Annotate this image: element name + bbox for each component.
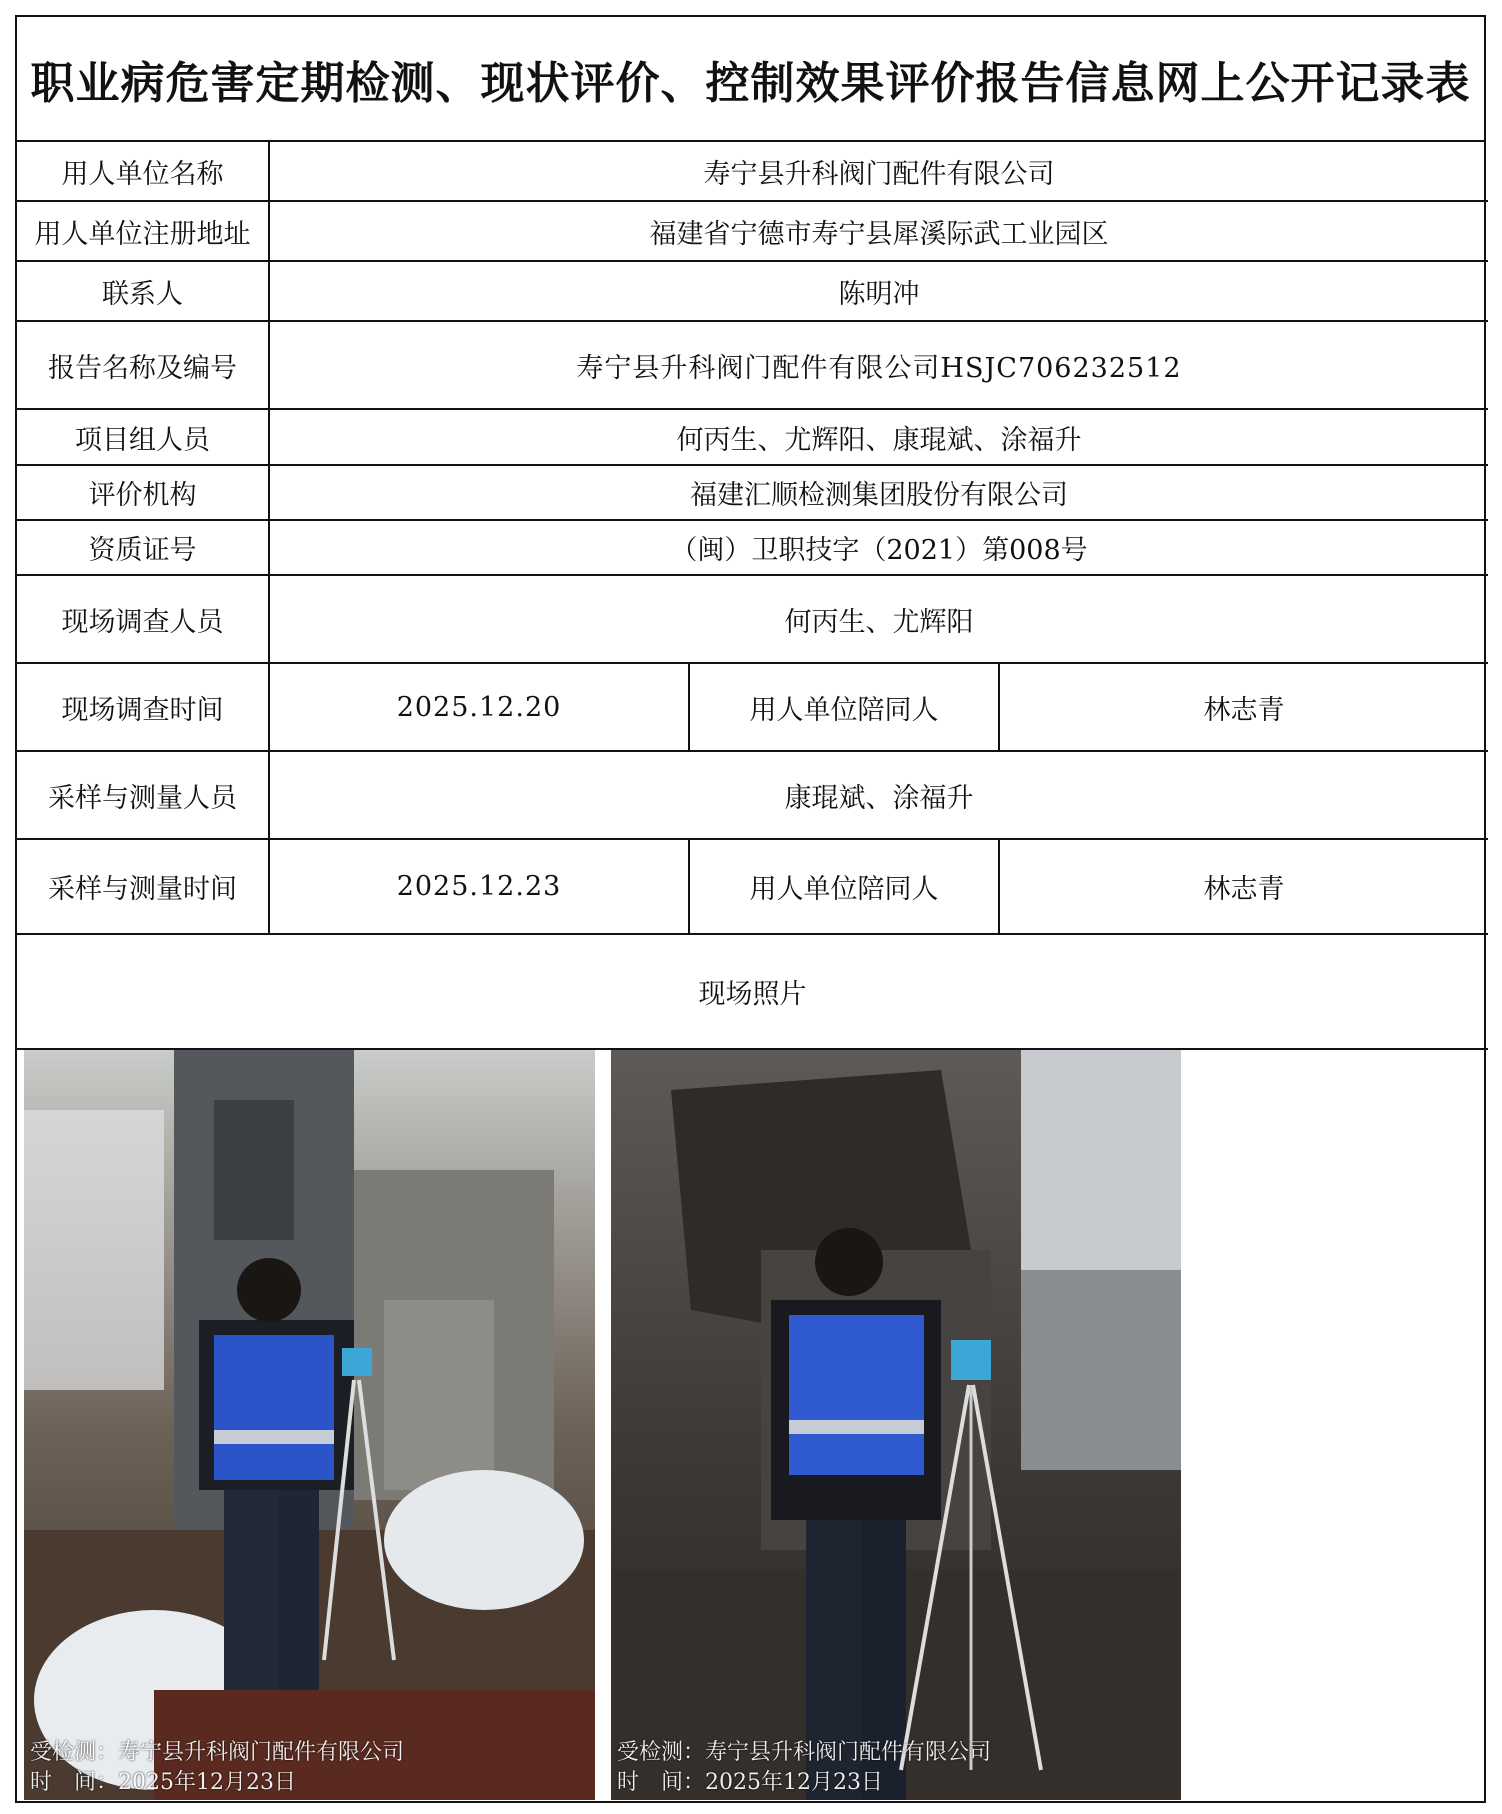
employer-name-label: 用人单位名称 [17,142,270,202]
sampling-staff-label: 采样与测量人员 [17,752,270,840]
photos-label: 现场照片 [17,935,1488,1050]
site-photo-2-image [611,1050,1181,1800]
photo-2-caption-subject: 受检测：寿宁县升科阀门配件有限公司 [617,1740,992,1765]
agency-label: 评价机构 [17,466,270,521]
survey-time-value: 2025.12.20 [270,664,690,752]
sampling-escort-value: 林志青 [1000,840,1488,935]
survey-time-label: 现场调查时间 [17,664,270,752]
sampling-escort-label: 用人单位陪同人 [690,840,1000,935]
employer-name-value: 寿宁县升科阀门配件有限公司 [270,142,1488,202]
survey-staff-value: 何丙生、尤辉阳 [270,576,1488,664]
survey-staff-label: 现场调查人员 [17,576,270,664]
employer-address-label: 用人单位注册地址 [17,202,270,262]
sampling-staff-value: 康琨斌、涂福升 [270,752,1488,840]
report-value: 寿宁县升科阀门配件有限公司HSJC706232512 [270,322,1488,410]
employer-address-value: 福建省宁德市寿宁县犀溪际武工业园区 [270,202,1488,262]
photo-1-caption-time: 时 间：2025年12月23日 [30,1770,296,1795]
sampling-time-value: 2025.12.23 [270,840,690,935]
contact-label: 联系人 [17,262,270,322]
survey-escort-value: 林志青 [1000,664,1488,752]
agency-value: 福建汇顺检测集团股份有限公司 [270,466,1488,521]
photo-1-caption-subject: 受检测：寿宁县升科阀门配件有限公司 [30,1740,405,1765]
survey-escort-label: 用人单位陪同人 [690,664,1000,752]
photo-1-caption [30,1738,404,1798]
team-label: 项目组人员 [17,410,270,466]
site-photo-2 [611,1050,1181,1800]
record-table [15,15,1486,1803]
certificate-label: 资质证号 [17,521,270,576]
site-photo-1 [24,1050,595,1800]
site-photo-1-image [24,1050,595,1800]
team-value: 何丙生、尤辉阳、康琨斌、涂福升 [270,410,1488,466]
photo-2-caption [617,1738,991,1798]
contact-value: 陈明冲 [270,262,1488,322]
photo-2-caption-time: 时 间：2025年12月23日 [617,1770,883,1795]
page-title: 职业病危害定期检测、现状评价、控制效果评价报告信息网上公开记录表 [17,17,1484,142]
certificate-value: （闽）卫职技字（2021）第008号 [270,521,1488,576]
report-label: 报告名称及编号 [17,322,270,410]
sampling-time-label: 采样与测量时间 [17,840,270,935]
